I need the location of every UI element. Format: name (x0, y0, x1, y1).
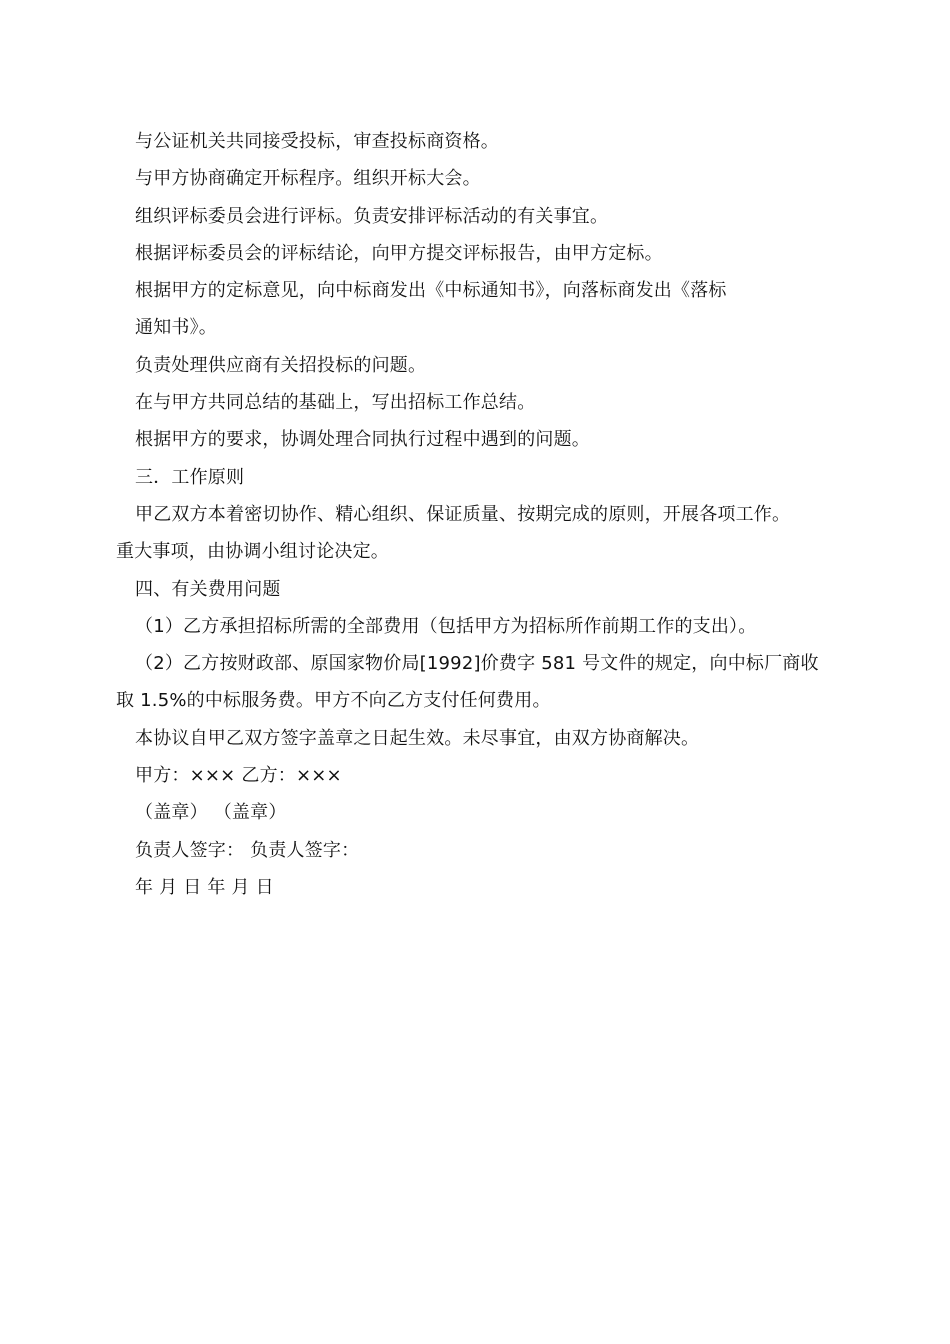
seal-row: （盖章） （盖章） (135, 802, 287, 824)
party-names-row: 甲方：××× 乙方：××× (135, 765, 342, 787)
duty-line-6: 负责处理供应商有关招投标的问题。 (135, 354, 427, 376)
fees-item-1: （1）乙方承担招标所需的全部费用（包括甲方为招标所作前期工作的支出）。 (135, 615, 757, 637)
duty-line-4: 根据评标委员会的评标结论，向甲方提交评标报告，由甲方定标。 (135, 242, 663, 264)
duty-line-1: 与公证机关共同接受投标，审查投标商资格。 (135, 131, 499, 152)
duty-line-7: 在与甲方共同总结的基础上，写出招标工作总结。 (135, 392, 536, 414)
duty-line-8: 根据甲方的要求，协调处理合同执行过程中遇到的问题。 (135, 429, 590, 451)
duty-line-5-continued: 通知书》。 (135, 317, 217, 339)
section-heading-fees: 四、有关费用问题 (135, 578, 281, 600)
section-heading-principles: 三．工作原则 (135, 466, 245, 488)
duty-line-3: 组织评标委员会进行评标。负责安排评标活动的有关事宜。 (135, 205, 609, 227)
fees-item-2-continued: 取 1.5%的中标服务费。甲方不向乙方支付任何费用。 (116, 690, 551, 712)
document-body (116, 123, 840, 906)
fees-item-2: （2）乙方按财政部、原国家物价局[1992]价费字 581 号文件的规定，向中标厂商收 (135, 653, 819, 675)
signature-row: 负责人签字： 负责人签字： (135, 839, 360, 861)
date-row: 年 月 日 年 月 日 (135, 876, 274, 898)
principles-paragraph-continued: 重大事项，由协调小组讨论决定。 (116, 541, 389, 563)
agreement-effective-clause: 本协议自甲乙双方签字盖章之日起生效。未尽事宜，由双方协商解决。 (135, 727, 700, 749)
duty-line-5: 根据甲方的定标意见，向中标商发出《中标通知书》，向落标商发出《落标 (135, 280, 727, 302)
duty-line-2: 与甲方协商确定开标程序。组织开标大会。 (135, 168, 481, 190)
principles-paragraph: 甲乙双方本着密切协作、精心组织、保证质量、按期完成的原则，开展各项工作。 (135, 503, 791, 525)
